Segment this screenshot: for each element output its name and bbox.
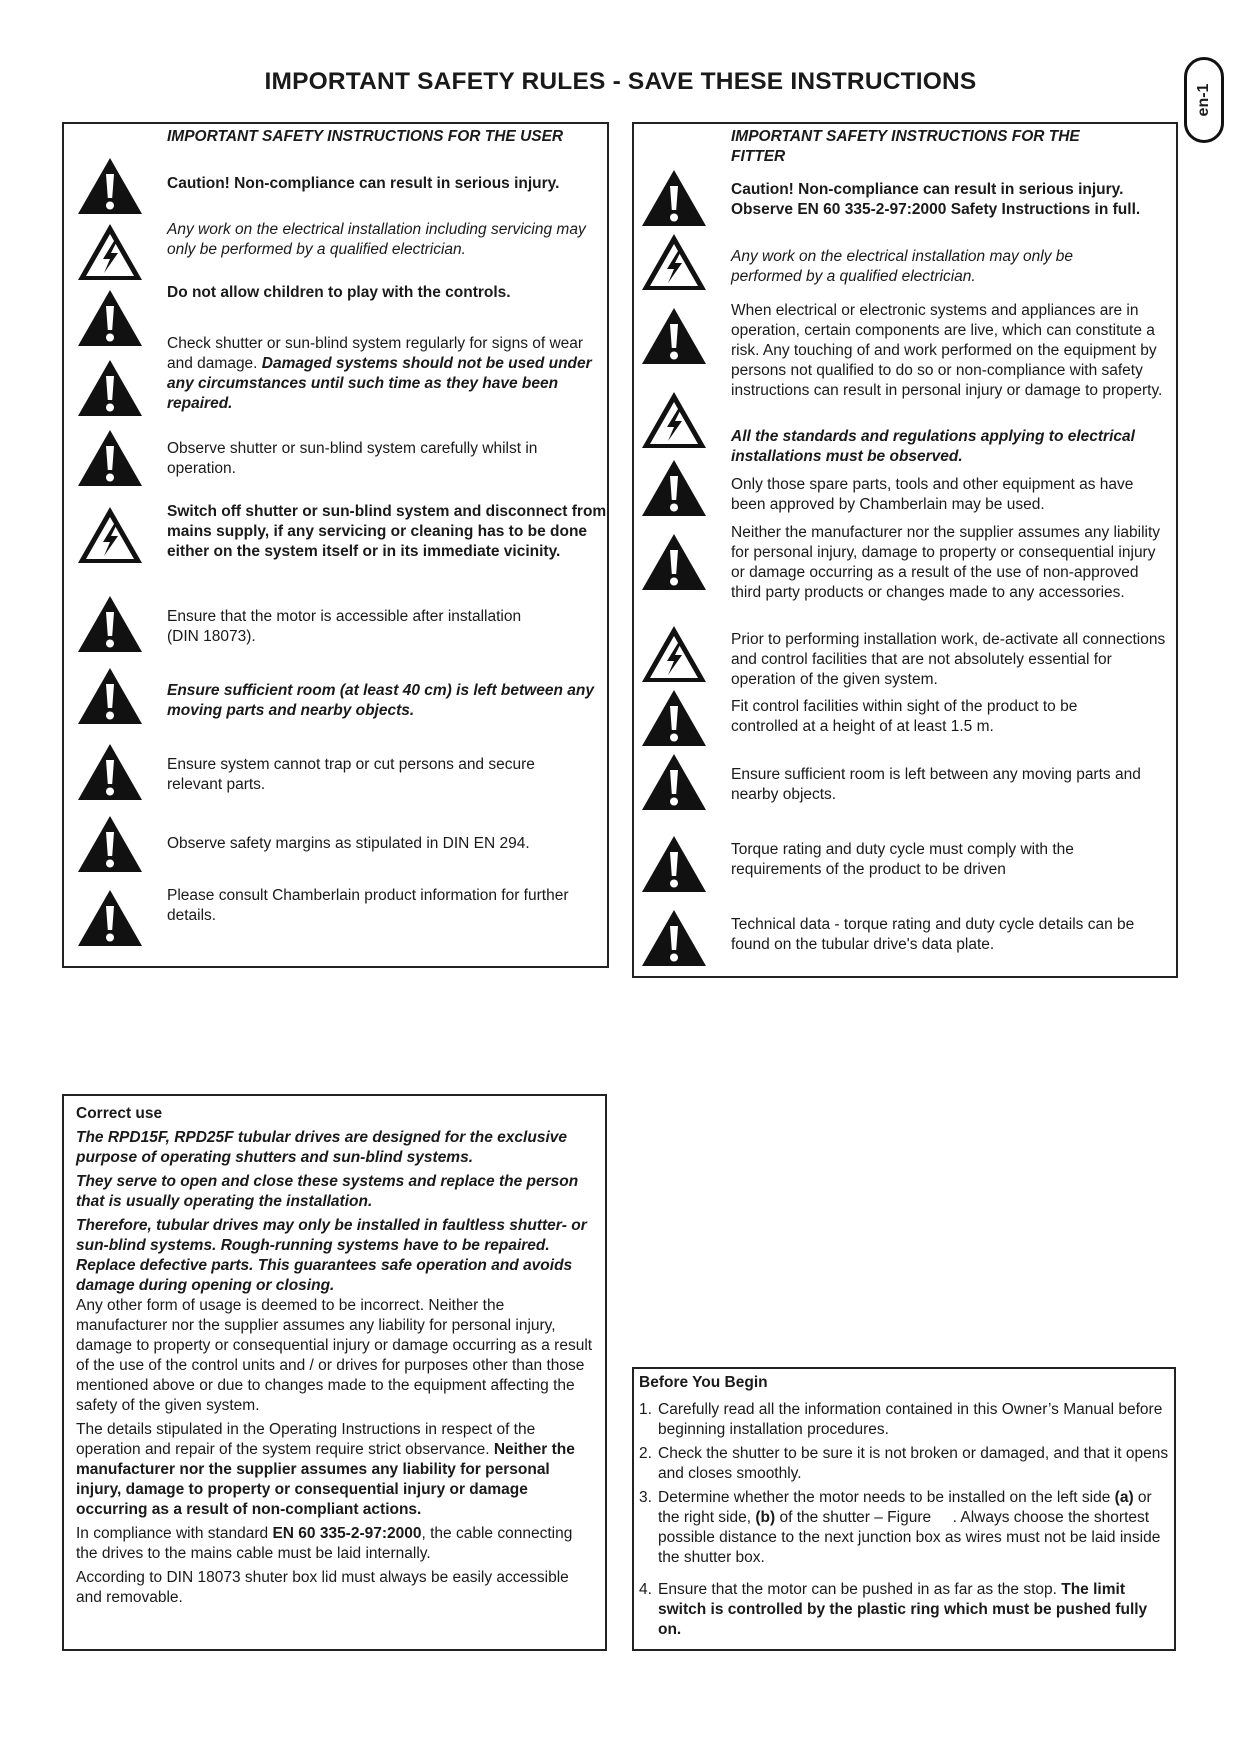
list-item-text [658, 1581, 1147, 1638]
exclamation-warning-icon [640, 306, 708, 366]
user-check-emphasis: Damaged systems should not be used under any circumstances until such time as they have been repaired. [167, 355, 592, 412]
page-title: IMPORTANT SAFETY RULES - SAVE THESE INSTRUCTIONS [264, 68, 977, 95]
user-switch-off: Switch off shutter or sun-blind system and disconnect from mains supply, if any servicing or cleaning has to be done either on the system itself or in its immediate vicinity. [167, 503, 607, 560]
list-item-text-part: Determine whether the motor needs to be installed on the left side [658, 1489, 1115, 1506]
user-caution: Caution! Non-compliance can result in serious injury. [167, 175, 560, 192]
correct-use-p5-plain: The details stipulated in the Operating Instructions in respect of the operation and repair of the system require strict observance. [76, 1421, 536, 1458]
list-item-text-part: of the shutter – Figure . Always choose the shortest possible distance to the next junction box as wires must not be laid inside the shutter box. [658, 1509, 1165, 1566]
list-item-number: 4. [639, 1581, 652, 1598]
fitter-spare-parts: Only those spare parts, tools and other equipment as have been approved by Chamberlain may be used. [731, 476, 1134, 513]
list-item-text-part: or the right side, [658, 1489, 1152, 1526]
correct-use-p6-c: , the cable connecting the drives to the mains cable must be laid internally. [76, 1525, 573, 1562]
correct-use-content [76, 1104, 596, 1612]
list-item-text [658, 1489, 1165, 1566]
user-check-system [167, 334, 607, 414]
exclamation-warning-icon [76, 288, 144, 348]
exclamation-warning-icon [640, 834, 708, 894]
electrical-hazard-icon [76, 505, 144, 565]
list-item-number: 2. [639, 1445, 652, 1462]
exclamation-warning-icon [640, 752, 708, 812]
exclamation-warning-icon [640, 688, 708, 748]
list-item [639, 1580, 1169, 1640]
electrical-hazard-icon [640, 624, 708, 684]
correct-use-p1: The RPD15F, RPD25F tubular drives are designed for the exclusive purpose of operating shutters and sun-blind systems. [76, 1129, 567, 1166]
user-electrical-work: Any work on the electrical installation including servicing may only be performed by a qualified electrician. [167, 221, 586, 258]
fitter-liability: Neither the manufacturer nor the supplier assumes any liability for personal injury, damage to property or consequential injury or damage occurring as a result of the use of non-approved third party products or changes made to any accessories. [731, 524, 1161, 601]
exclamation-warning-icon [76, 428, 144, 488]
correct-use-p6 [76, 1524, 596, 1564]
correct-use-heading: Correct use [76, 1105, 163, 1122]
list-item [639, 1488, 1169, 1568]
fitter-electrical-work: Any work on the electrical installation may only be performed by a qualified electrician. [731, 248, 1074, 285]
correct-use-p5 [76, 1420, 596, 1520]
electrical-hazard-icon [640, 390, 708, 450]
fitter-caution: Caution! Non-compliance can result in serious injury. Observe EN 60 335-2-97:2000 Safety Instructions in full. [731, 181, 1141, 218]
user-consult: Please consult Chamberlain product information for further details. [167, 887, 569, 924]
exclamation-warning-icon [76, 156, 144, 216]
list-item-text-part: Ensure that the motor can be pushed in as far as the stop. [658, 1581, 1062, 1598]
list-item-number: 1. [639, 1401, 652, 1418]
user-trap: Ensure system cannot trap or cut persons and secure relevant parts. [167, 756, 535, 793]
before-you-begin-content [639, 1373, 1169, 1644]
user-margins: Observe safety margins as stipulated in DIN EN 294. [167, 835, 530, 852]
list-item-option-a: (a) [1114, 1489, 1134, 1506]
exclamation-warning-icon [76, 594, 144, 654]
user-children: Do not allow children to play with the controls. [167, 284, 511, 301]
fitter-room: Ensure sufficient room is left between any moving parts and nearby objects. [731, 766, 1141, 803]
fitter-torque: Torque rating and duty cycle must comply with the requirements of the product to be driven [731, 841, 1074, 878]
before-you-begin-heading: Before You Begin [639, 1374, 768, 1391]
user-observe: Observe shutter or sun-blind system carefully whilst in operation. [167, 440, 538, 477]
before-you-begin-list [639, 1400, 1169, 1640]
correct-use-p6-standard: EN 60 335-2-97:2000 [272, 1525, 422, 1542]
correct-use-p7: According to DIN 18073 shuter box lid must always be easily accessible and removable. [76, 1569, 569, 1606]
list-item-text: Check the shutter to be sure it is not broken or damaged, and that it opens and closes smoothly. [658, 1445, 1169, 1482]
user-room: Ensure sufficient room (at least 40 cm) is left between any moving parts and nearby objects. [167, 682, 594, 719]
language-tab [1184, 57, 1224, 143]
exclamation-warning-icon [640, 168, 708, 228]
electrical-hazard-icon [76, 222, 144, 282]
list-item-option-b: (b) [755, 1509, 776, 1526]
exclamation-warning-icon [76, 742, 144, 802]
fitter-standards: All the standards and regulations applying to electrical installations must be observed. [731, 428, 1135, 465]
language-tab-label: en-1 [1195, 83, 1212, 117]
fitter-live-components: When electrical or electronic systems and appliances are in operation, certain components are live, which can constitute a risk. Any touching of and work performed on the equipment by persons not qualified to do so or non-compliance with safety instructions can result in personal injury or damage to property. [731, 302, 1163, 399]
list-item [639, 1400, 1169, 1440]
correct-use-p3: Therefore, tubular drives may only be installed in faultless shutter- or sun-blind systems. Rough-running systems have to be repaired. Replace defective parts. This guarantees safe operation and avoids damage during opening or closing. [76, 1217, 587, 1294]
correct-use-p4: Any other form of usage is deemed to be incorrect. Neither the manufacturer nor the supplier assumes any liability for personal injury, damage to property or consequential injury or damage occurring as a result of the use of the control units and / or drives for purposes other than those mentioned above or due to changes made to the equipment affecting the safety of the given system. [76, 1297, 593, 1414]
list-item-text: Carefully read all the information contained in this Owner’s Manual before beginning installation procedures. [658, 1401, 1163, 1438]
exclamation-warning-icon [640, 458, 708, 518]
exclamation-warning-icon [640, 532, 708, 592]
list-item-emphasis: The limit switch is controlled by the plastic ring which must be pushed fully on. [658, 1581, 1148, 1638]
user-check-plain: Check shutter or sun-blind system regularly for signs of wear and damage. [167, 335, 584, 372]
electrical-hazard-icon [640, 232, 708, 292]
exclamation-warning-icon [76, 666, 144, 726]
user-heading: IMPORTANT SAFETY INSTRUCTIONS FOR THE USER [167, 128, 564, 145]
list-item-number: 3. [639, 1489, 652, 1506]
user-motor-access: Ensure that the motor is accessible after installation (DIN 18073). [167, 608, 522, 645]
correct-use-p2: They serve to open and close these systems and replace the person that is usually operating the installation. [76, 1173, 579, 1210]
fitter-technical-data: Technical data - torque rating and duty cycle details can be found on the tubular drive's data plate. [731, 916, 1135, 953]
exclamation-warning-icon [76, 814, 144, 874]
exclamation-warning-icon [76, 888, 144, 948]
exclamation-warning-icon [76, 358, 144, 418]
list-item [639, 1444, 1169, 1484]
correct-use-p5-bold: Neither the manufacturer nor the supplier assumes any liability for personal injury, damage to property or consequential injury or damage occurring as a result of non-compliant actions. [76, 1441, 575, 1518]
fitter-deactivate: Prior to performing installation work, de-activate all connections and control facilities that are not absolutely essential for operation of the given system. [731, 631, 1166, 688]
fitter-heading: IMPORTANT SAFETY INSTRUCTIONS FOR THE FITTER [731, 128, 1080, 165]
correct-use-p6-a: In compliance with standard [76, 1525, 273, 1542]
exclamation-warning-icon [640, 908, 708, 968]
fitter-control-facilities: Fit control facilities within sight of the product to be controlled at a height of at least 1.5 m. [731, 698, 1078, 735]
